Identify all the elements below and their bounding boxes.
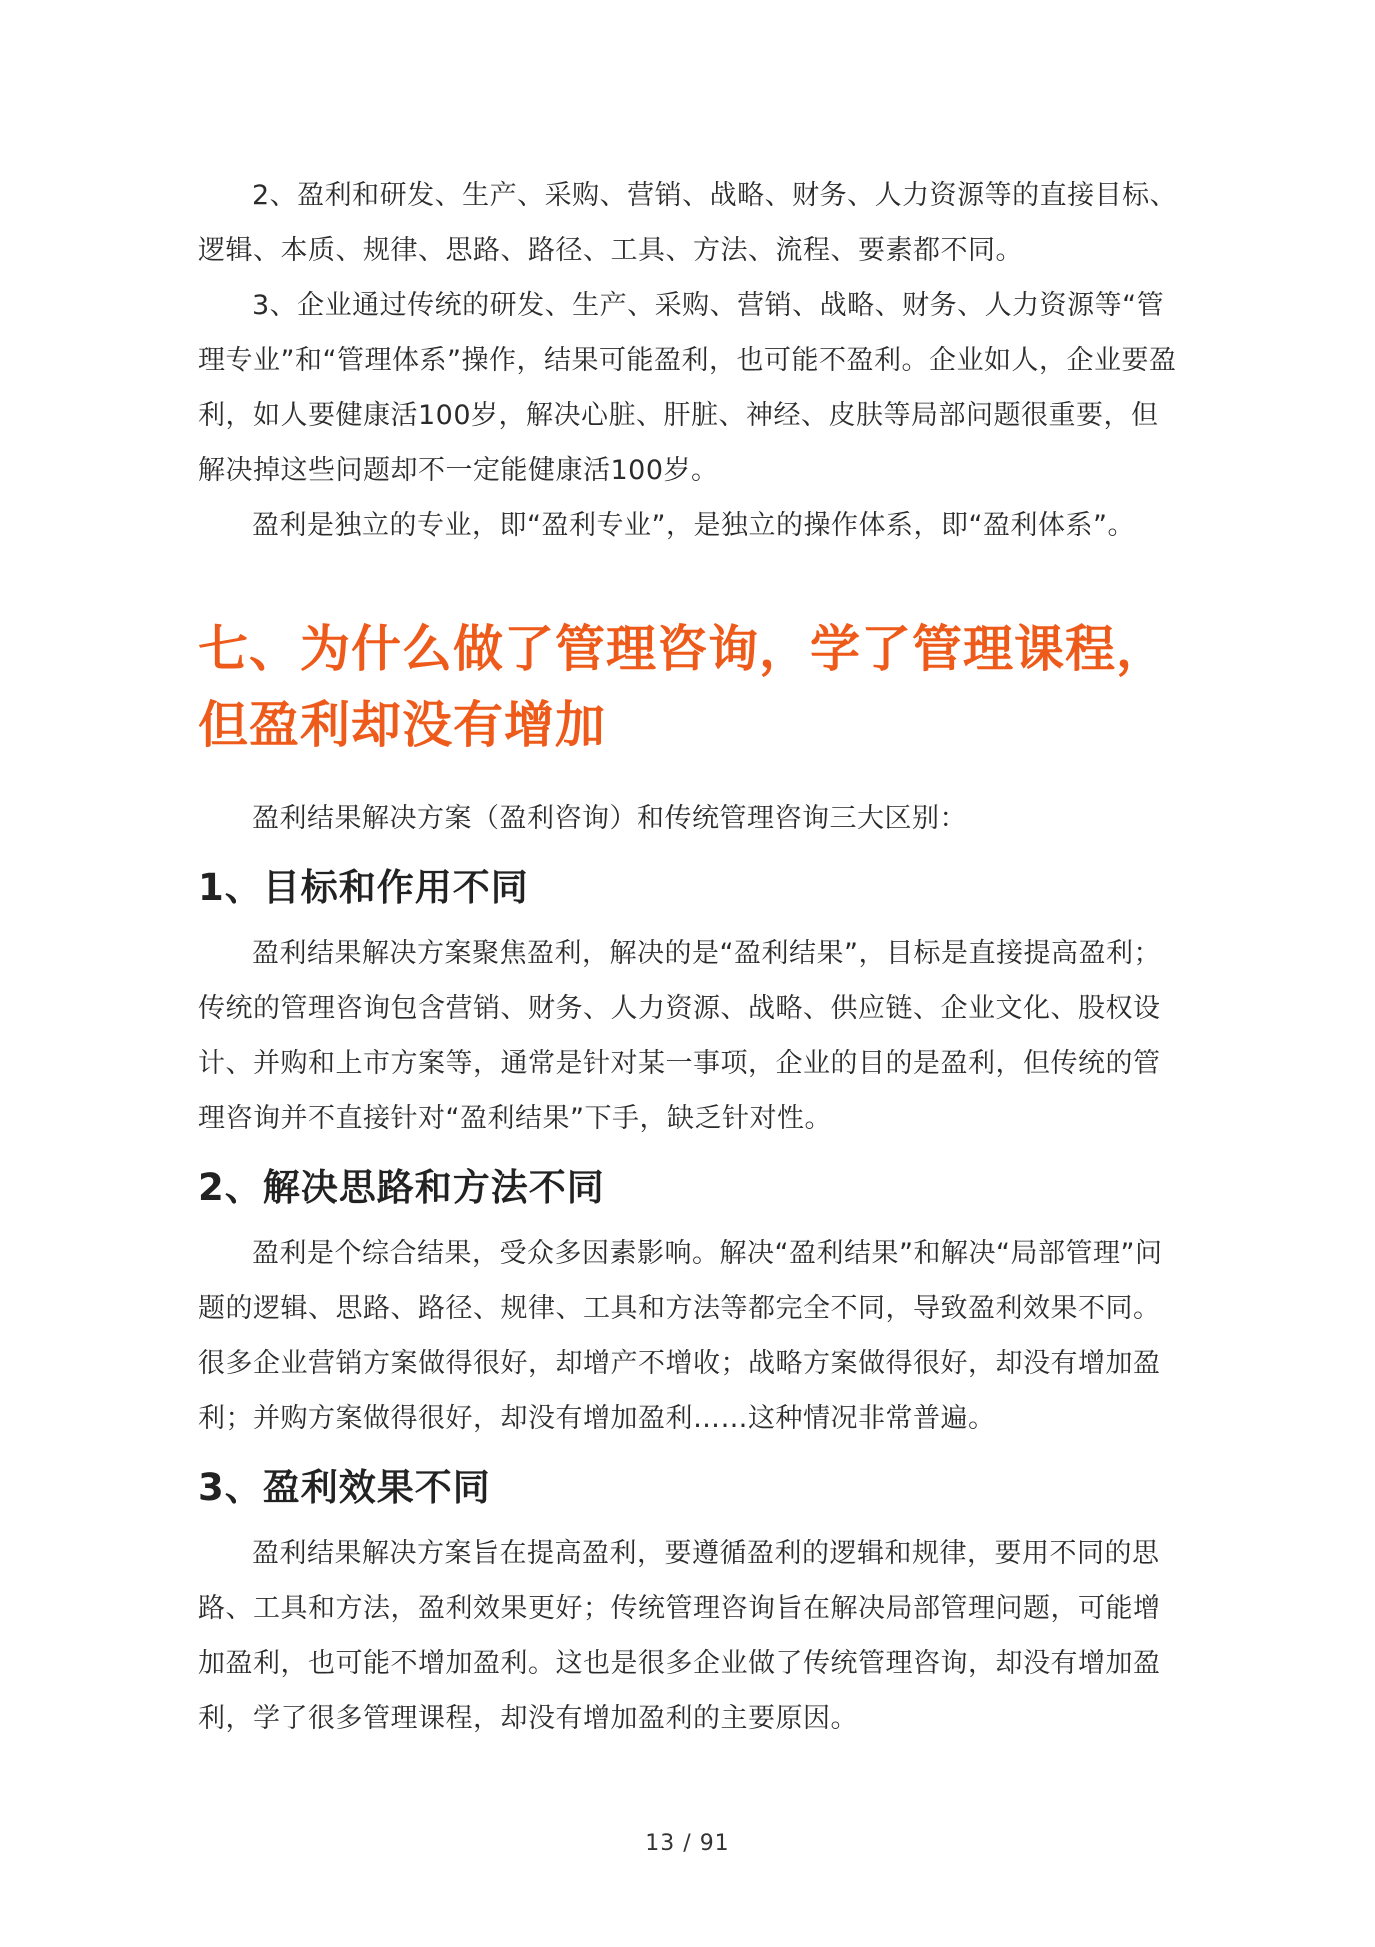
document-page (198, 168, 1183, 1746)
paragraph-point-3: 3、企业通过传统的研发、生产、采购、营销、战略、财务、人力资源等“管理专业”和“管理体系”操作，结果可能盈利，也可能不盈利。企业如人，企业要盈利，如人要健康活100岁，解决心脏、肝脏、神经、皮肤等局部问题很重要，但解决掉这些问题却不一定能健康活100岁。 (198, 290, 1177, 486)
section-text-effects: 盈利结果解决方案旨在提高盈利，要遵循盈利的逻辑和规律，要用不同的思路、工具和方法，盈利效果更好；传统管理咨询旨在解决局部管理问题，可能增加盈利，也可能不增加盈利。这也是很多企业做了传统管理咨询，却没有增加盈利，学了很多管理课程，却没有增加盈利的主要原因。 (198, 1538, 1161, 1734)
section-text-methods: 盈利是个综合结果，受众多因素影响。解决“盈利结果”和解决“局部管理”问题的逻辑、思路、路径、规律、工具和方法等都完全不同，导致盈利效果不同。很多企业营销方案做得很好，却增产不增收；战略方案做得很好，却没有增加盈利；并购方案做得很好，却没有增加盈利……这种情况非常普遍。 (198, 1238, 1163, 1434)
paragraph-profit-discipline: 盈利是独立的专业，即“盈利专业”，是独立的操作体系，即“盈利体系”。 (252, 510, 1135, 541)
paragraph-point-2: 2、盈利和研发、生产、采购、营销、战略、财务、人力资源等的直接目标、逻辑、本质、规律、思路、路径、工具、方法、流程、要素都不同。 (198, 180, 1178, 266)
section-heading-methods: 2、解决思路和方法不同 (198, 1166, 605, 1209)
section-heading-effects: 3、盈利效果不同 (198, 1466, 491, 1509)
section-text-goals: 盈利结果解决方案聚焦盈利，解决的是“盈利结果”，目标是直接提高盈利；传统的管理咨询包含营销、财务、人力资源、战略、供应链、企业文化、股权设计、并购和上市方案等，通常是针对某一事项，企业的目的是盈利，但传统的管理咨询并不直接针对“盈利结果”下手，缺乏针对性。 (198, 938, 1161, 1134)
chapter-intro: 盈利结果解决方案（盈利咨询）和传统管理咨询三大区别： (252, 803, 967, 834)
section-heading-goals: 1、目标和作用不同 (198, 866, 529, 909)
chapter-title: 七、为什么做了管理咨询，学了管理课程，但盈利却没有增加 (198, 620, 1167, 754)
page-number: 13 / 91 (645, 1831, 730, 1856)
